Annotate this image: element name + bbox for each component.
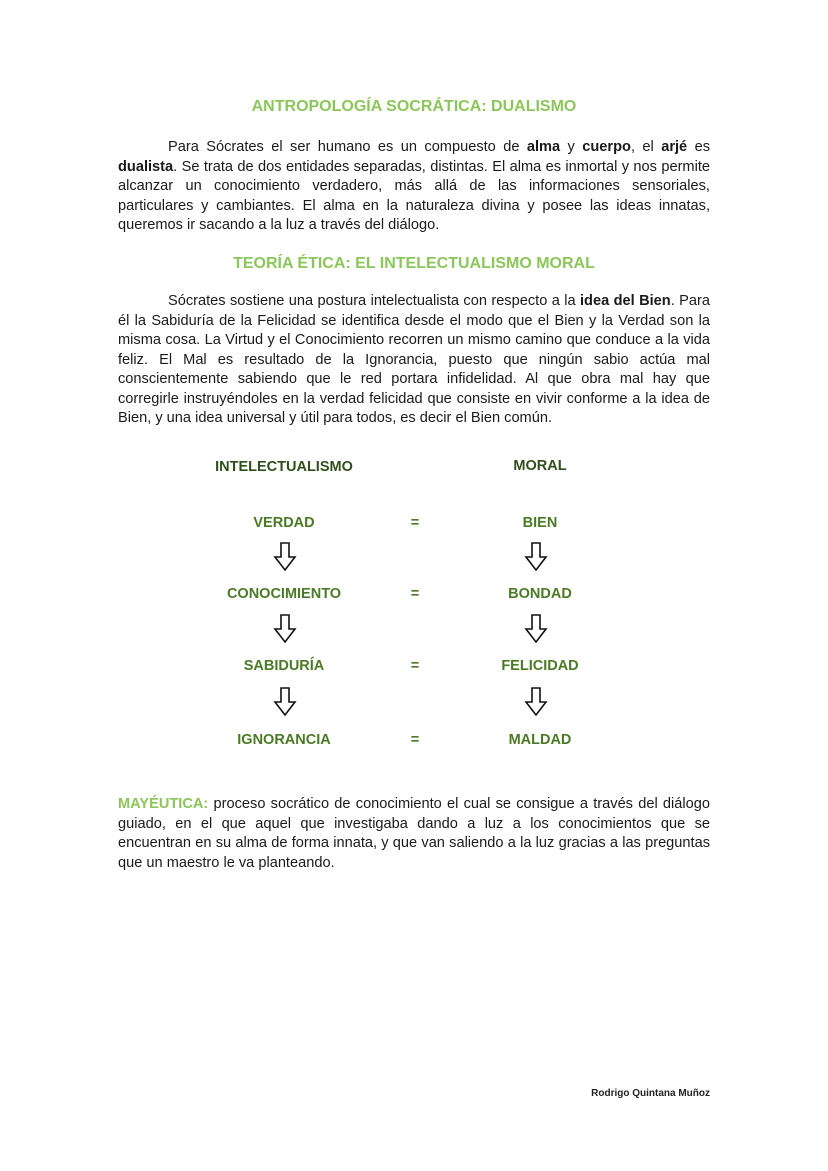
diagram-left-item: VERDAD <box>253 515 315 531</box>
bold-term: arjé <box>661 139 688 155</box>
section-heading-antropologia: ANTROPOLOGÍA SOCRÁTICA: DUALISMO <box>251 98 577 115</box>
diagram-right-item: FELICIDAD <box>501 658 579 674</box>
down-arrow-icon <box>524 542 548 572</box>
paragraph-dualismo <box>118 138 710 236</box>
diagram-right-item: MALDAD <box>508 732 572 748</box>
text-segment: . Para él la Sabiduría de la Felicidad se identifica desde el modo que el Bien y la Verdad son la misma cosa. La Virtud y el Conocimiento recorren un mismo camino que conduce a la vida feliz. El Mal es resultado de la Ignorancia, puesto que ningún sabio actúa mal conscientemente sabiendo que le red portara infidelidad. Al que obra mal hay que corregirle instruyéndoles en la verdad felicidad que consiste en vivir conforme a la idea de Bien, y una idea universal y útil para todos, es decir el Bien común. <box>118 293 710 426</box>
diagram-right-item: BONDAD <box>508 586 572 602</box>
diagram-left-item: CONOCIMIENTO <box>226 586 342 602</box>
diagram-left-item: SABIDURÍA <box>243 658 325 674</box>
mayeutica-text: proceso socrático de conocimiento el cual se consigue a través del diálogo guiado, en el que aquel que investigaba dando a luz a los conocimientos que se encuentran en su alma de forma innata, y que van saliendo a la luz gracias a las preguntas que un maestro le va planteando. <box>118 796 710 871</box>
text-segment: Para Sócrates el ser humano es un compuesto de <box>168 139 527 155</box>
footer-author: Rodrigo Quintana Muñoz <box>591 1088 710 1099</box>
equals-sign: = <box>410 732 420 748</box>
down-arrow-icon <box>524 687 548 717</box>
bold-term: idea del Bien <box>579 293 671 309</box>
text-segment: , el <box>630 139 662 155</box>
mayeutica-term: MAYÉUTICA: <box>118 796 209 812</box>
down-arrow-icon <box>273 614 297 644</box>
text-segment: es <box>687 139 711 155</box>
equals-sign: = <box>410 515 420 531</box>
bold-term: cuerpo <box>582 139 631 155</box>
equals-sign: = <box>410 658 420 674</box>
diagram-right-header: MORAL <box>513 458 567 474</box>
text-segment: y <box>560 139 583 155</box>
down-arrow-icon <box>273 542 297 572</box>
paragraph-mayeutica <box>118 795 710 873</box>
diagram-left-item: IGNORANCIA <box>237 732 331 748</box>
diagram-right-item: BIEN <box>522 515 558 531</box>
equals-sign: = <box>410 586 420 602</box>
down-arrow-icon <box>524 614 548 644</box>
down-arrow-icon <box>273 687 297 717</box>
paragraph-intelectualismo <box>118 292 710 429</box>
bold-term: alma <box>526 139 561 155</box>
section-heading-teoria-etica: TEORÍA ÉTICA: EL INTELECTUALISMO MORAL <box>233 255 595 272</box>
diagram-left-header: INTELECTUALISMO <box>215 459 353 475</box>
bold-term: dualista <box>118 158 174 175</box>
text-segment: Sócrates sostiene una postura intelectualista con respecto a la <box>168 293 580 309</box>
text-segment: . Se trata de dos entidades separadas, distintas. El alma es inmortal y nos permite alcanzar un conocimiento verdadero, más allá de las informaciones sensoriales, particulares y cambiantes. El alma en la naturaleza divina y posee las ideas innatas, queremos ir sacando a la luz a través del diálogo. <box>118 158 710 233</box>
